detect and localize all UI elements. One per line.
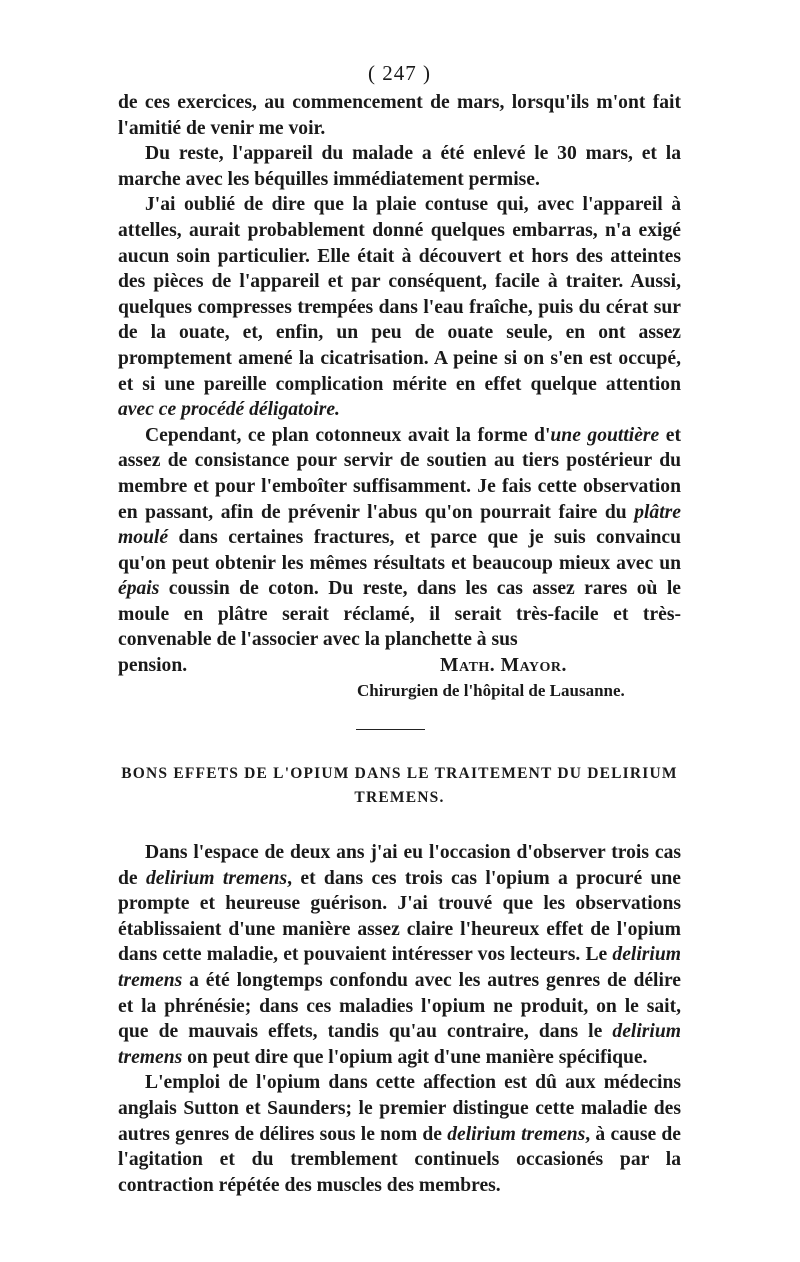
text-run: on peut dire que l'opium agit d'une manière spécifique. xyxy=(182,1046,648,1068)
paragraph xyxy=(118,141,681,192)
italic-text: avec ce procédé déligatoire. xyxy=(118,399,340,421)
paragraph xyxy=(118,423,681,653)
text-run: dans certaines fractures, et parce que je suis convaincu qu'on peut obtenir les mêmes résultats et beaucoup mieux avec un xyxy=(118,527,681,574)
section-divider xyxy=(356,729,425,730)
text-run: Du reste, l'appareil du malade a été enlevé le 30 mars, et la marche avec les béquilles immédiatement permise. xyxy=(118,143,681,190)
italic-text: delirium tremens xyxy=(118,944,681,992)
text-run: , et dans ces trois cas l'opium a procuré une prompte et heureuse guérison. J'ai trouvé que les observations établissaient d'une manière assez claire l'heureux effet de l'opium dans cette maladie, et pouvaient intéresser vos lecteurs. Le xyxy=(118,867,681,966)
italic-text: épais xyxy=(118,578,160,600)
signature-name: Math. Mayor. xyxy=(440,655,567,677)
signature-title: Chirurgien de l'hôpital de Lausanne. xyxy=(357,681,625,701)
text-run: Cependant, ce plan cotonneux avait la forme d' xyxy=(145,424,551,446)
article-bottom xyxy=(118,840,681,1198)
text-run: a été longtemps confondu avec les autres genres de délire et la phrénésie; dans ces maladies l'opium ne produit, on le sait, que de mauvais effets, tandis qu'au contraire, dans le xyxy=(118,970,681,1043)
text-run: L'emploi de l'opium dans cette affection est dû aux médecins anglais Sutton et Saunders; le premier distingue cette maladie des autres genres de délires sous le nom de xyxy=(118,1072,681,1145)
text-run: coussin de coton. Du reste, dans les cas assez rares où le moule en plâtre serait réclamé, il serait très-facile et très-convenable de l'associer avec la planchette à sus xyxy=(118,578,681,651)
italic-text: delirium tremens xyxy=(447,1123,586,1145)
text-run: de ces exercices, au commencement de mars, lorsqu'ils m'ont fait l'amitié de venir me voir. xyxy=(118,92,681,139)
article-top xyxy=(118,90,681,703)
italic-text: une gouttière xyxy=(550,424,660,446)
paragraph xyxy=(118,90,681,141)
text-run: Dans l'espace de deux ans j'ai eu l'occasion d'observer trois cas de xyxy=(118,842,681,889)
text-run: J'ai oublié de dire que la plaie contuse qui, avec l'appareil à attelles, aurait probablement donné quelques embarras, n'a exigé aucun soin particulier. Elle était à découvert et hors des atteintes des pièces de l'appareil et par conséquent, facile à traiter. Aussi, quelques compresses trempées dans l'eau fraîche, puis du cérat sur de la ouate, et, enfin, un peu de ouate seule, en ont assez promptement amené la cicatrisation. A peine si on s'en est occupé, et si une pareille complication mérite en effet quelque attention xyxy=(118,194,681,395)
page-number: ( 247 ) xyxy=(368,61,431,85)
text-run: , à cause de l'agitation et du tremblement continuels occasionés par la contraction répétée des muscles des membres. xyxy=(118,1123,681,1196)
last-word: pension. xyxy=(118,655,188,677)
paragraph xyxy=(118,1070,681,1198)
paragraph xyxy=(118,192,681,422)
section-heading: BONS EFFETS DE L'OPIUM DANS LE TRAITEMENT DU DELIRIUM TREMENS. xyxy=(121,765,678,807)
text-run: et assez de consistance pour servir de soutien au tiers postérieur du membre et pour l'emboîter suffisamment. Je fais cette observation en passant, afin de prévenir l'abus qu'on pourrait faire du xyxy=(118,424,682,523)
paragraph xyxy=(118,840,681,1070)
italic-text: plâtre moulé xyxy=(118,501,681,549)
italic-text: delirium tremens xyxy=(118,1021,681,1068)
document-page xyxy=(118,58,681,1198)
italic-text: delirium tremens xyxy=(145,867,288,889)
signature-row xyxy=(118,653,681,679)
